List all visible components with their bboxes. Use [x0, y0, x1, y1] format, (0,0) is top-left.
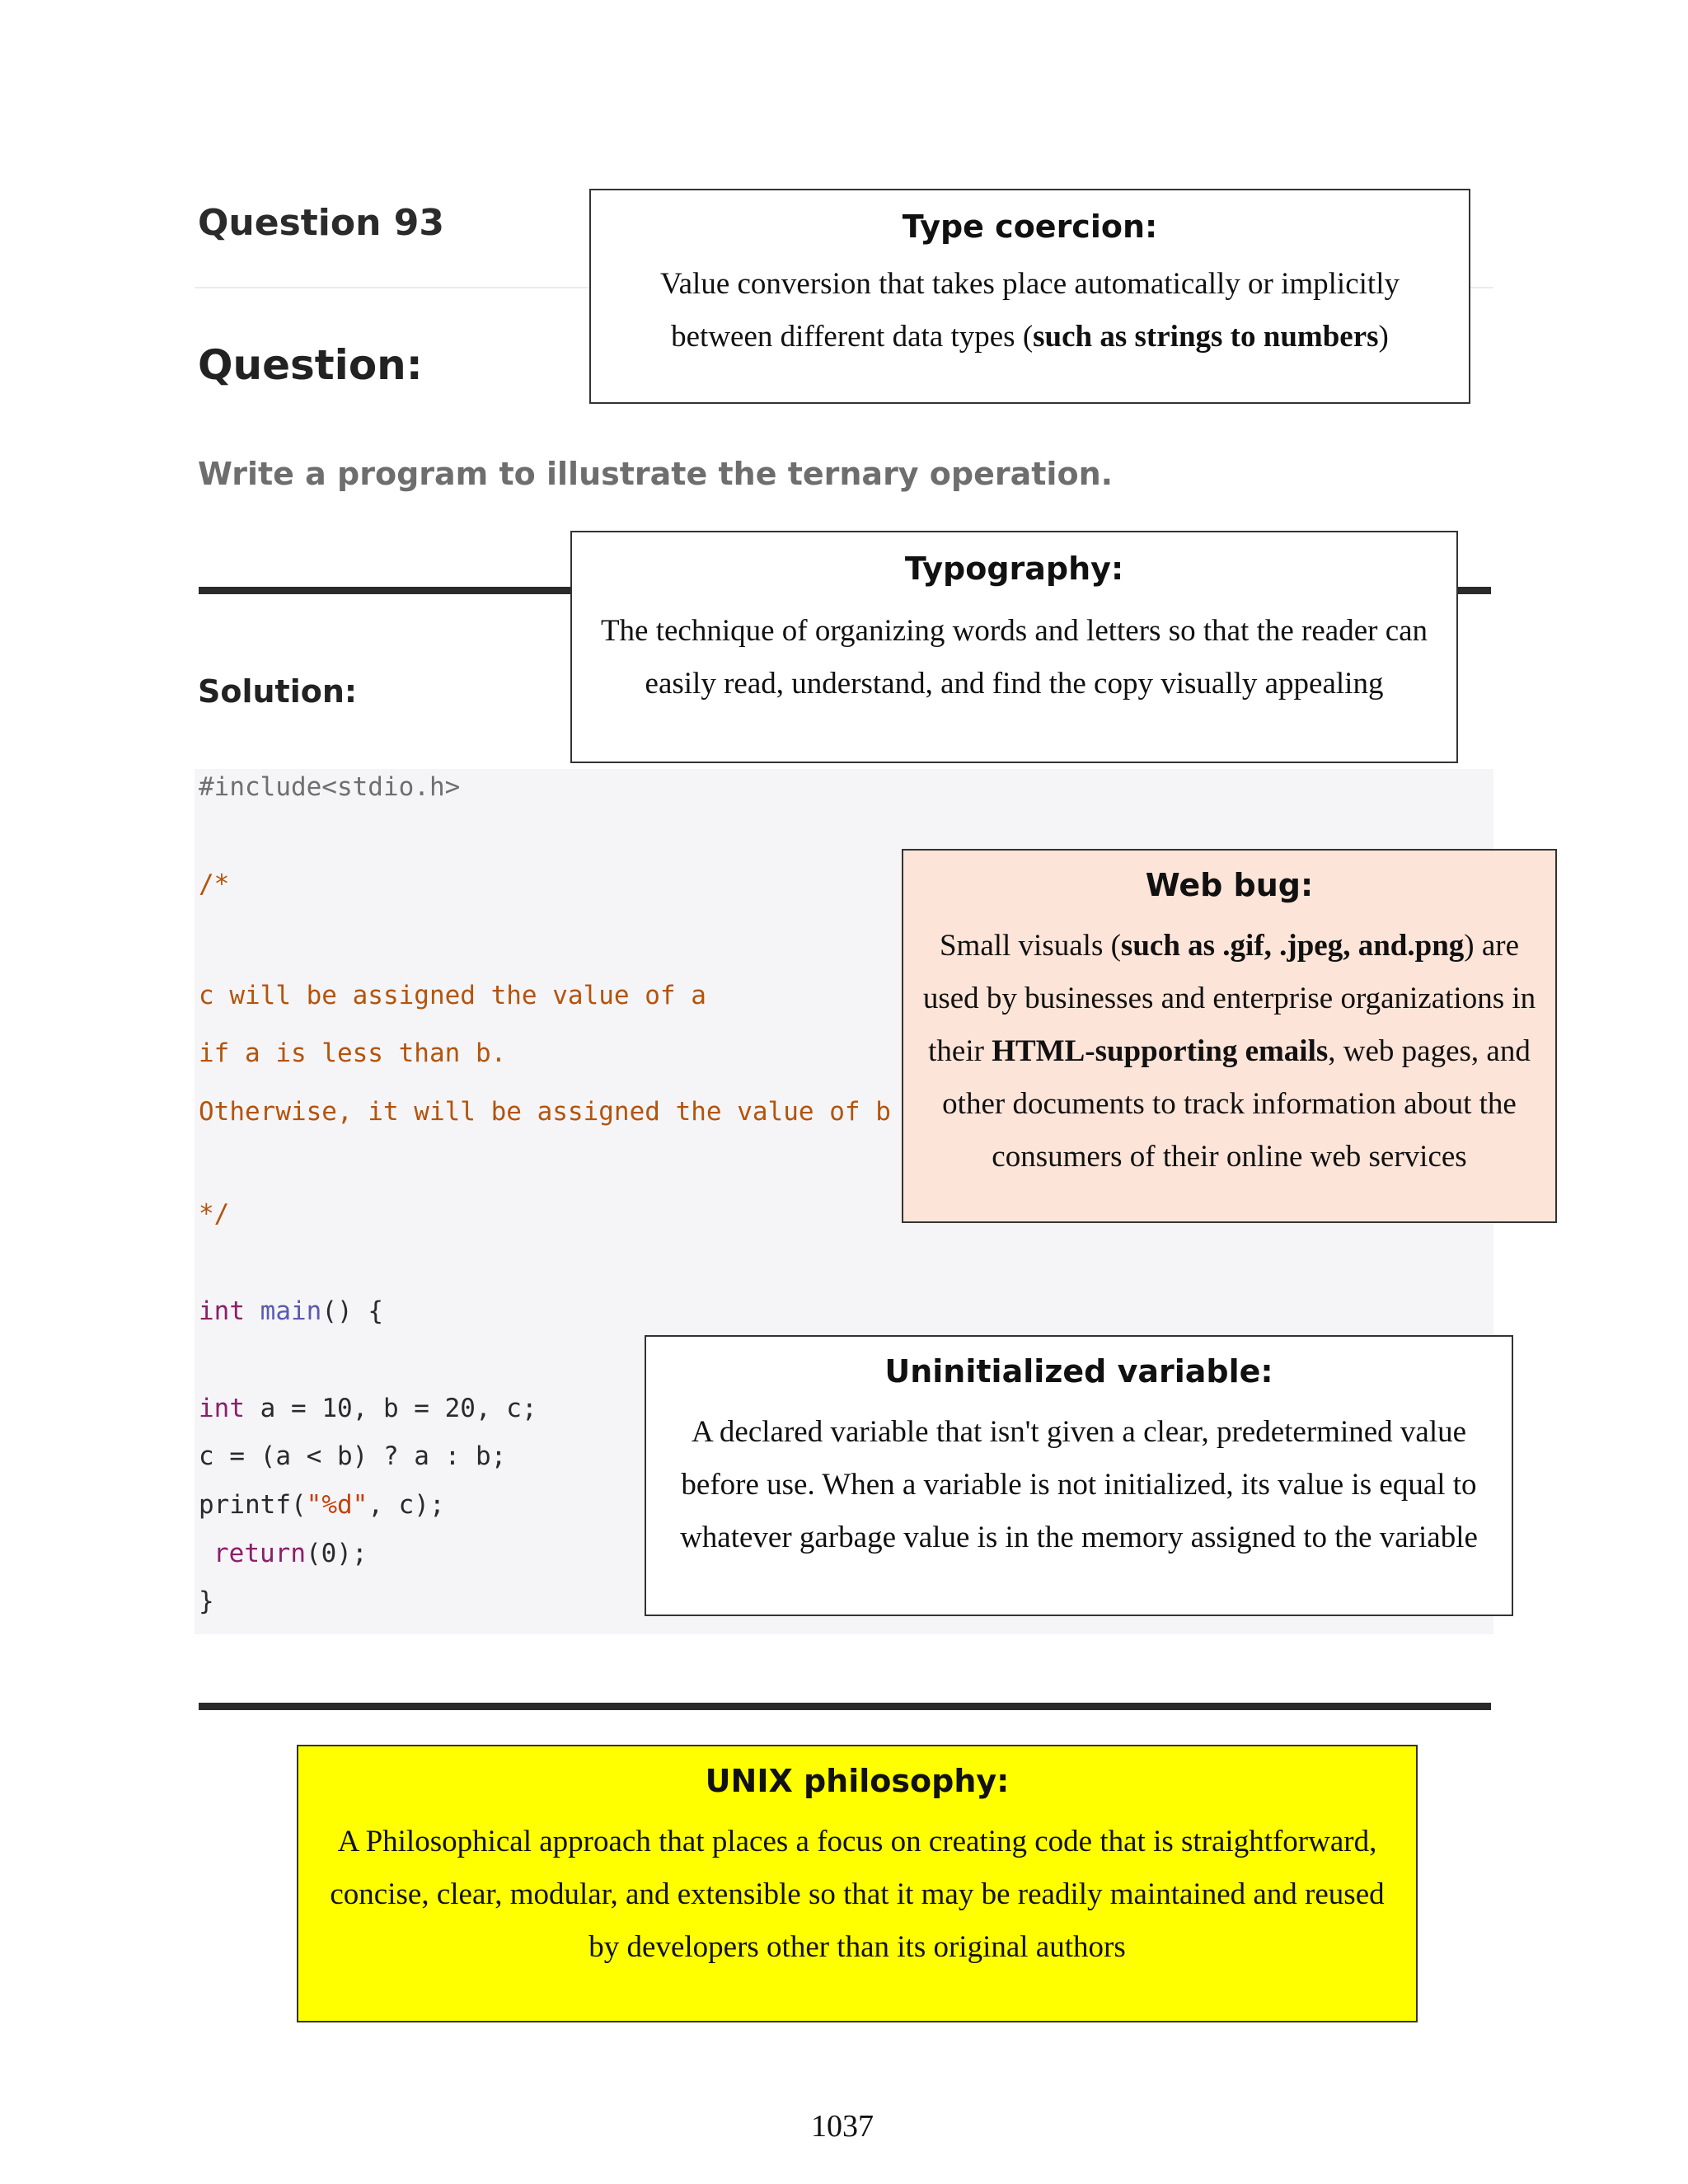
box-title: Type coercion: — [902, 209, 1158, 245]
code-include-line: #include<stdio.h> — [199, 772, 461, 802]
code-function: printf( — [199, 1490, 307, 1520]
box-line: Value conversion that takes place automatically or implicitly — [660, 267, 1400, 301]
box-line — [903, 920, 1555, 972]
code-text: () { — [321, 1296, 383, 1326]
box-title: UNIX philosophy: — [705, 1763, 1010, 1799]
question-text: Write a program to illustrate the ternary operation. — [198, 456, 1114, 492]
box-line: other documents to track information about the — [942, 1087, 1517, 1121]
box-line: consumers of their online web services — [992, 1140, 1467, 1174]
typography-box — [570, 531, 1458, 763]
code-keyword: return — [213, 1539, 306, 1568]
box-bold-text: such as .gif, .jpeg, and.png — [1120, 929, 1465, 963]
box-text: their — [928, 1034, 992, 1068]
box-line: A Philosophical approach that places a focus on creating code that is straightforward, — [337, 1825, 1377, 1858]
solution-label: Solution: — [198, 673, 358, 710]
code-comment-line: Otherwise, it will be assigned the value of b — [199, 1097, 891, 1127]
type-coercion-box — [589, 189, 1470, 404]
box-text: between different data types ( — [671, 320, 1034, 354]
code-close-brace: } — [199, 1586, 214, 1616]
box-text: , web pages, and — [1328, 1034, 1531, 1068]
box-text: Small visuals ( — [939, 929, 1121, 963]
box-title: Typography: — [904, 551, 1124, 587]
code-comment-line: if a is less than b. — [199, 1038, 507, 1068]
question-number-heading: Question 93 — [198, 202, 444, 244]
divider-thick-bottom — [199, 1703, 1491, 1710]
box-line — [903, 1025, 1555, 1078]
code-text: a = 10, b = 20, c; — [245, 1394, 537, 1423]
box-line: concise, clear, modular, and extensible so that it may be readily maintained and reused — [330, 1877, 1385, 1911]
code-keyword: int — [199, 1394, 245, 1423]
code-ternary-line: c = (a < b) ? a : b; — [199, 1441, 507, 1471]
box-text: ) are — [1464, 929, 1520, 963]
uninitialized-variable-box — [645, 1335, 1513, 1616]
box-bold-text: such as strings to numbers — [1033, 320, 1379, 354]
box-line — [591, 311, 1469, 363]
box-title: Uninitialized variable: — [884, 1353, 1273, 1390]
code-return-line — [213, 1541, 368, 1567]
box-line: whatever garbage value is in the memory assigned to the variable — [680, 1521, 1478, 1554]
page-number: 1037 — [811, 2109, 874, 2144]
code-string: "%d" — [306, 1490, 368, 1520]
code-printf-line — [199, 1490, 445, 1520]
code-keyword: int — [199, 1296, 245, 1326]
box-text: ) — [1378, 320, 1389, 354]
box-bold-text: HTML-supporting emails — [992, 1034, 1329, 1068]
box-line: used by businesses and enterprise organizations in — [922, 982, 1536, 1015]
box-line: by developers other than its original authors — [588, 1930, 1126, 1964]
box-line: before use. When a variable is not initialized, its value is equal to — [681, 1468, 1477, 1502]
web-bug-box — [902, 849, 1557, 1223]
code-function: main — [260, 1296, 322, 1326]
box-title: Web bug: — [1145, 867, 1314, 903]
code-declaration-line — [199, 1396, 537, 1422]
code-comment-open: /* — [199, 869, 230, 899]
unix-philosophy-box — [297, 1745, 1418, 2022]
box-line: easily read, understand, and find the copy visually appealing — [645, 667, 1384, 701]
box-line: A declared variable that isn't given a clear, predetermined value — [691, 1415, 1467, 1449]
code-text: (0); — [305, 1539, 368, 1568]
code-text: , c); — [368, 1490, 445, 1520]
code-comment-close: */ — [199, 1199, 230, 1229]
code-main-line — [199, 1296, 383, 1326]
question-label: Question: — [198, 341, 423, 389]
code-comment-line: c will be assigned the value of a — [199, 981, 706, 1010]
box-line: The technique of organizing words and letters so that the reader can — [600, 614, 1428, 648]
